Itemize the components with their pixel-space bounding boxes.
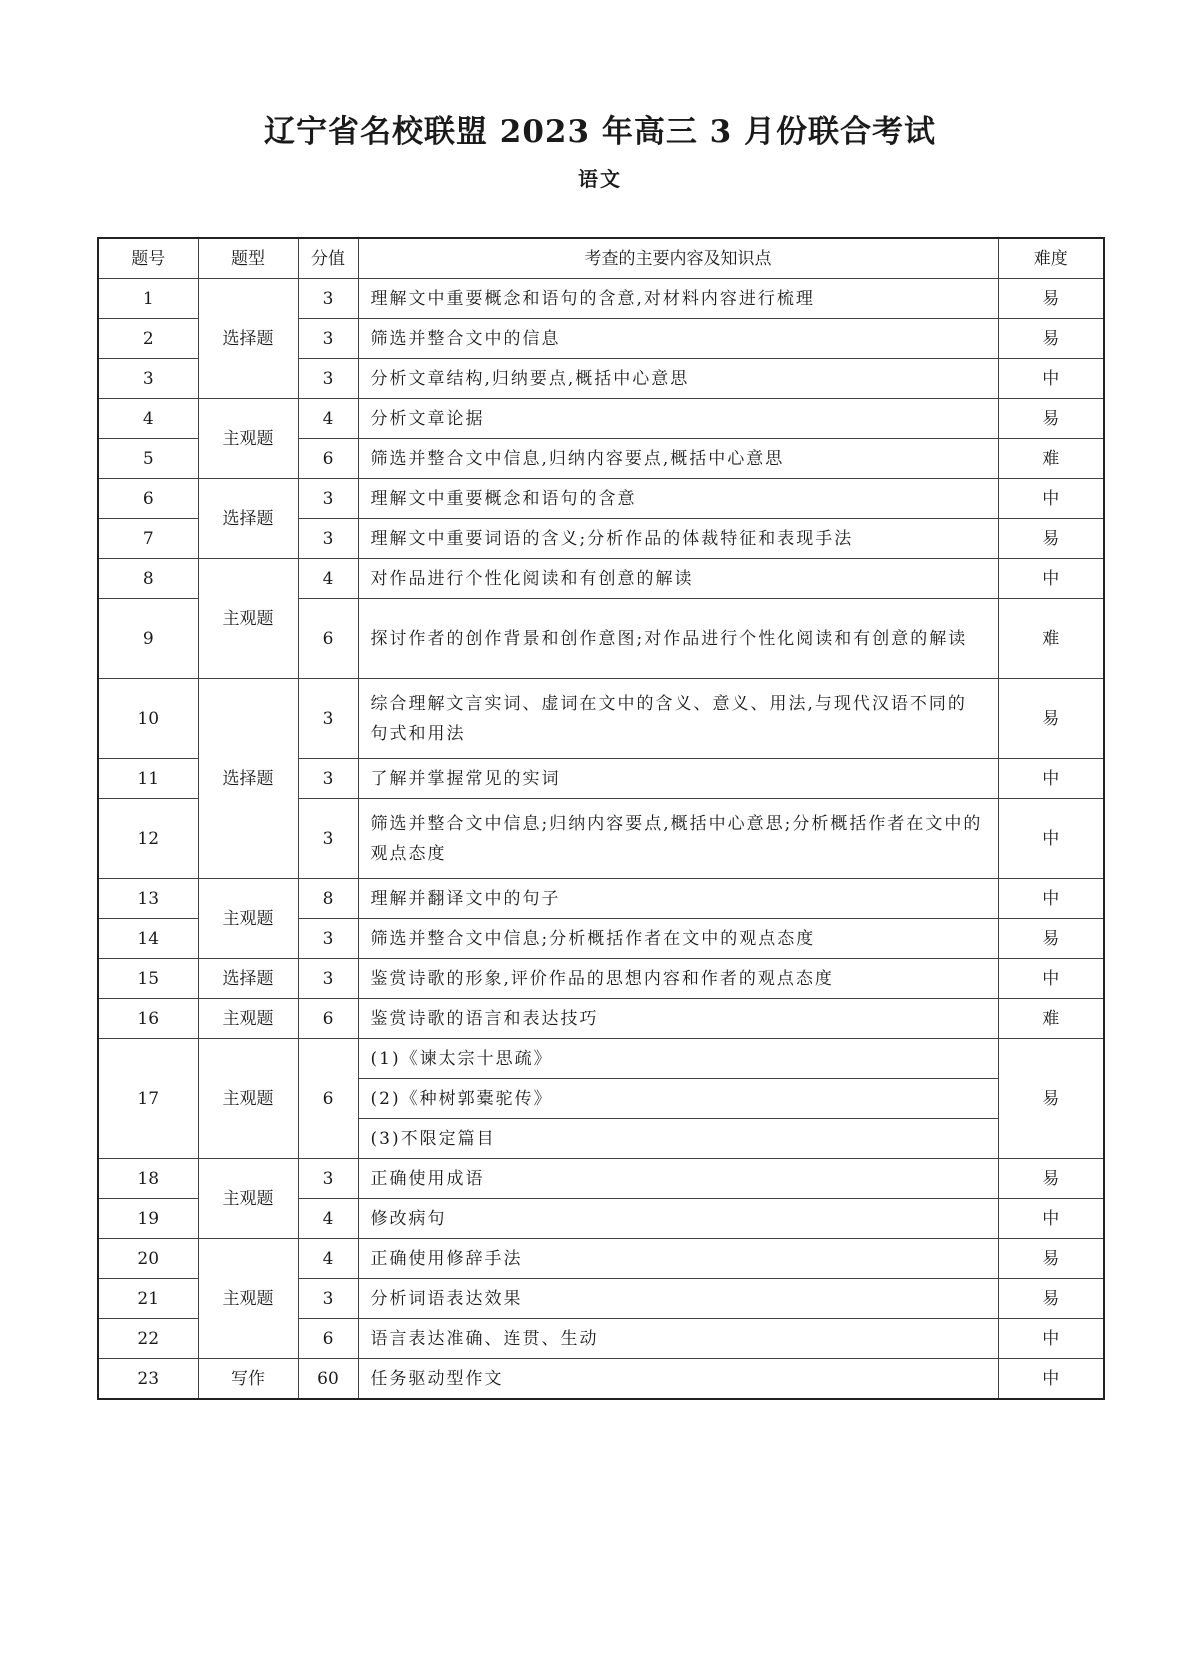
question-subitem: (3)不限定篇目 xyxy=(358,1119,998,1159)
question-difficulty: 易 xyxy=(998,1039,1104,1159)
question-subitem: (2)《种树郭橐驼传》 xyxy=(358,1079,998,1119)
question-difficulty: 易 xyxy=(998,1239,1104,1279)
question-content: 综合理解文言实词、虚词在文中的含义、意义、用法,与现代汉语不同的句式和用法 xyxy=(358,679,998,759)
question-number: 6 xyxy=(98,479,198,519)
question-difficulty: 中 xyxy=(998,559,1104,599)
question-score: 3 xyxy=(298,919,358,959)
question-score: 6 xyxy=(298,599,358,679)
table-row xyxy=(98,999,1104,1039)
question-difficulty: 易 xyxy=(998,919,1104,959)
question-type: 选择题 xyxy=(198,279,298,399)
question-content: 任务驱动型作文 xyxy=(358,1359,998,1400)
question-number: 16 xyxy=(98,999,198,1039)
column-header: 难度 xyxy=(998,238,1104,279)
question-number: 13 xyxy=(98,879,198,919)
question-score: 60 xyxy=(298,1359,358,1400)
table-header-row xyxy=(98,238,1104,279)
question-content: 了解并掌握常见的实词 xyxy=(358,759,998,799)
question-content: 鉴赏诗歌的语言和表达技巧 xyxy=(358,999,998,1039)
question-subitem: (1)《谏太宗十思疏》 xyxy=(358,1039,998,1079)
question-number: 2 xyxy=(98,319,198,359)
question-difficulty: 中 xyxy=(998,959,1104,999)
table-row xyxy=(98,399,1104,439)
question-content: 筛选并整合文中信息;归纳内容要点,概括中心意思;分析概括作者在文中的观点态度 xyxy=(358,799,998,879)
question-difficulty: 易 xyxy=(998,1159,1104,1199)
question-content: 理解文中重要词语的含义;分析作品的体裁特征和表现手法 xyxy=(358,519,998,559)
question-number: 20 xyxy=(98,1239,198,1279)
question-type: 主观题 xyxy=(198,1159,298,1239)
table-row xyxy=(98,279,1104,319)
question-difficulty: 易 xyxy=(998,279,1104,319)
question-score: 3 xyxy=(298,479,358,519)
question-type: 选择题 xyxy=(198,479,298,559)
table-row xyxy=(98,1359,1104,1400)
question-content: 筛选并整合文中信息;分析概括作者在文中的观点态度 xyxy=(358,919,998,959)
question-score: 3 xyxy=(298,319,358,359)
question-number: 4 xyxy=(98,399,198,439)
question-content: 探讨作者的创作背景和创作意图;对作品进行个性化阅读和有创意的解读 xyxy=(358,599,998,679)
question-difficulty: 中 xyxy=(998,1359,1104,1400)
question-number: 23 xyxy=(98,1359,198,1400)
question-score: 3 xyxy=(298,759,358,799)
question-content: 正确使用成语 xyxy=(358,1159,998,1199)
question-content: 鉴赏诗歌的形象,评价作品的思想内容和作者的观点态度 xyxy=(358,959,998,999)
question-type: 写作 xyxy=(198,1359,298,1400)
question-score: 4 xyxy=(298,399,358,439)
question-difficulty: 易 xyxy=(998,1279,1104,1319)
question-score: 3 xyxy=(298,359,358,399)
question-content: 筛选并整合文中的信息 xyxy=(358,319,998,359)
question-score: 3 xyxy=(298,279,358,319)
question-number: 12 xyxy=(98,799,198,879)
question-type: 选择题 xyxy=(198,959,298,999)
table-row xyxy=(98,559,1104,599)
column-header: 题号 xyxy=(98,238,198,279)
question-score: 3 xyxy=(298,679,358,759)
question-score: 3 xyxy=(298,1159,358,1199)
page-title: 辽宁省名校联盟 2023 年高三 3 月份联合考试 xyxy=(263,114,937,150)
question-score: 6 xyxy=(298,999,358,1039)
question-number: 17 xyxy=(98,1039,198,1159)
question-content: 理解文中重要概念和语句的含意 xyxy=(358,479,998,519)
question-content: 理解文中重要概念和语句的含意,对材料内容进行梳理 xyxy=(358,279,998,319)
exam-analysis-table xyxy=(97,237,1105,1400)
question-score: 4 xyxy=(298,1199,358,1239)
question-difficulty: 易 xyxy=(998,319,1104,359)
question-type: 选择题 xyxy=(198,679,298,879)
question-difficulty: 易 xyxy=(998,399,1104,439)
question-score: 6 xyxy=(298,1319,358,1359)
table-row xyxy=(98,879,1104,919)
question-difficulty: 中 xyxy=(998,799,1104,879)
question-difficulty: 中 xyxy=(998,359,1104,399)
question-type: 主观题 xyxy=(198,399,298,479)
question-content: 修改病句 xyxy=(358,1199,998,1239)
question-number: 8 xyxy=(98,559,198,599)
question-score: 3 xyxy=(298,799,358,879)
question-type: 主观题 xyxy=(198,1239,298,1359)
question-number: 11 xyxy=(98,759,198,799)
question-type: 主观题 xyxy=(198,559,298,679)
question-content: 理解并翻译文中的句子 xyxy=(358,879,998,919)
question-number: 9 xyxy=(98,599,198,679)
question-number: 18 xyxy=(98,1159,198,1199)
question-number: 14 xyxy=(98,919,198,959)
table-row xyxy=(98,959,1104,999)
question-difficulty: 难 xyxy=(998,599,1104,679)
question-score: 3 xyxy=(298,1279,358,1319)
question-score: 8 xyxy=(298,879,358,919)
table-row xyxy=(98,479,1104,519)
question-type: 主观题 xyxy=(198,1039,298,1159)
question-difficulty: 中 xyxy=(998,879,1104,919)
question-score: 3 xyxy=(298,959,358,999)
question-number: 3 xyxy=(98,359,198,399)
question-number: 1 xyxy=(98,279,198,319)
question-number: 7 xyxy=(98,519,198,559)
question-content: 正确使用修辞手法 xyxy=(358,1239,998,1279)
question-content: 分析文章论据 xyxy=(358,399,998,439)
question-content: 分析文章结构,归纳要点,概括中心意思 xyxy=(358,359,998,399)
question-content: 分析词语表达效果 xyxy=(358,1279,998,1319)
question-number: 5 xyxy=(98,439,198,479)
question-difficulty: 中 xyxy=(998,1319,1104,1359)
question-number: 21 xyxy=(98,1279,198,1319)
question-number: 19 xyxy=(98,1199,198,1239)
table-row xyxy=(98,679,1104,759)
question-type: 主观题 xyxy=(198,999,298,1039)
question-difficulty: 中 xyxy=(998,479,1104,519)
question-difficulty: 中 xyxy=(998,1199,1104,1239)
column-header: 考查的主要内容及知识点 xyxy=(358,238,998,279)
question-difficulty: 难 xyxy=(998,439,1104,479)
table-row xyxy=(98,1239,1104,1279)
question-score: 4 xyxy=(298,1239,358,1279)
question-content: 对作品进行个性化阅读和有创意的解读 xyxy=(358,559,998,599)
question-score: 3 xyxy=(298,519,358,559)
question-number: 22 xyxy=(98,1319,198,1359)
question-type: 主观题 xyxy=(198,879,298,959)
question-content: 筛选并整合文中信息,归纳内容要点,概括中心意思 xyxy=(358,439,998,479)
question-difficulty: 中 xyxy=(998,759,1104,799)
question-content: 语言表达准确、连贯、生动 xyxy=(358,1319,998,1359)
question-number: 15 xyxy=(98,959,198,999)
question-difficulty: 易 xyxy=(998,519,1104,559)
column-header: 分值 xyxy=(298,238,358,279)
question-difficulty: 易 xyxy=(998,679,1104,759)
column-header: 题型 xyxy=(198,238,298,279)
table-row xyxy=(98,1159,1104,1199)
question-score: 4 xyxy=(298,559,358,599)
table-row xyxy=(98,1039,1104,1079)
question-number: 10 xyxy=(98,679,198,759)
question-difficulty: 难 xyxy=(998,999,1104,1039)
question-score: 6 xyxy=(298,1039,358,1159)
question-score: 6 xyxy=(298,439,358,479)
page-subtitle: 语文 xyxy=(578,167,622,191)
